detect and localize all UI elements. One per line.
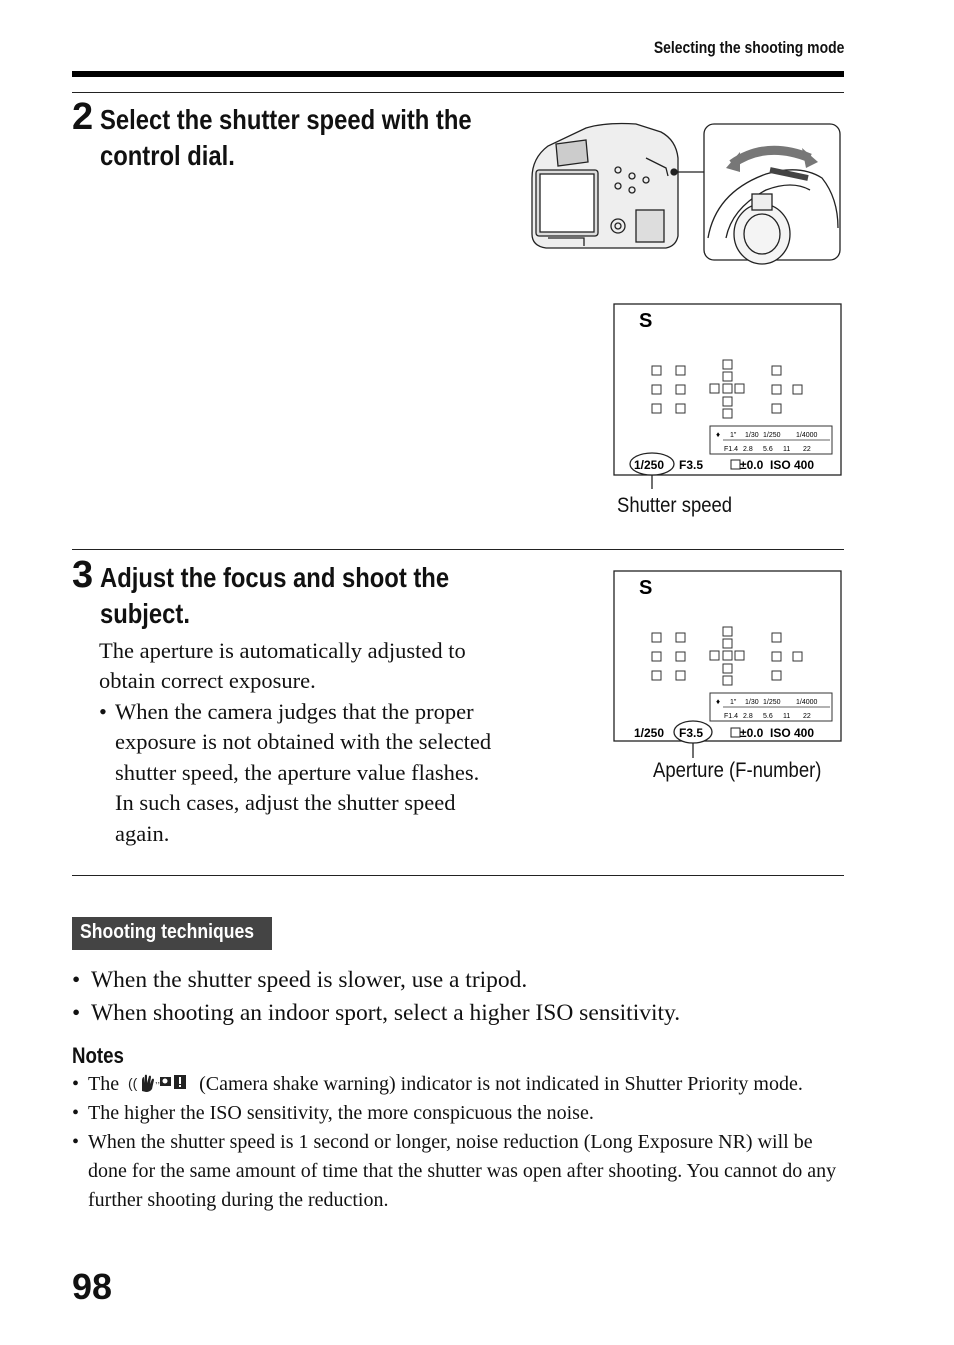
svg-text:11: 11 bbox=[783, 446, 791, 453]
page-number: 98 bbox=[72, 1266, 113, 1307]
list-item: • When the shutter speed is slower, use a tripod. bbox=[72, 967, 528, 993]
divider bbox=[72, 549, 844, 550]
step-3-number: 3 bbox=[72, 554, 94, 596]
shutter-value: 1/250 bbox=[634, 458, 665, 472]
svg-text:1/30: 1/30 bbox=[745, 432, 759, 439]
camera-shake-warning-icon bbox=[128, 1073, 190, 1093]
svg-text:22: 22 bbox=[803, 713, 811, 720]
aperture-caption: Aperture (F-number) bbox=[653, 759, 822, 782]
svg-text:♦: ♦ bbox=[716, 430, 721, 439]
svg-text:11: 11 bbox=[783, 713, 791, 720]
svg-text:2.8: 2.8 bbox=[743, 713, 753, 720]
mode-indicator: S bbox=[639, 310, 653, 332]
step-3-bullet: • When the camera judges that the proper exposure is not obtained with the selected shutter speed, the aperture value flashes. In such cases, adjust the shutter speed again. bbox=[99, 699, 492, 846]
svg-text:22: 22 bbox=[803, 446, 811, 453]
exposure-value: ±0.0 bbox=[740, 458, 764, 472]
svg-text:F1.4: F1.4 bbox=[724, 713, 739, 720]
exposure-value: ±0.0 bbox=[740, 726, 764, 740]
step-3-title: Adjust the focus and shoot the subject. bbox=[100, 562, 450, 629]
svg-text:1/30: 1/30 bbox=[745, 699, 759, 706]
svg-text:5.6: 5.6 bbox=[763, 446, 773, 453]
notes-list bbox=[72, 1070, 852, 1215]
iso-value: ISO 400 bbox=[770, 726, 815, 740]
viewfinder-display-1 bbox=[613, 303, 843, 489]
divider bbox=[72, 875, 844, 876]
viewfinder-display-2 bbox=[613, 570, 843, 760]
header-rule bbox=[72, 71, 844, 77]
step-3-text: The aperture is automatically adjusted to obtain correct exposure. bbox=[99, 638, 466, 694]
list-item: • The higher the ISO sensitivity, the more conspicuous the noise. bbox=[72, 1102, 594, 1124]
svg-text:2.8: 2.8 bbox=[743, 446, 753, 453]
camera-control-dial-illustration bbox=[526, 118, 844, 268]
svg-text:F1.4: F1.4 bbox=[724, 446, 739, 453]
step-2-title: Select the shutter speed with the control dial. bbox=[100, 104, 472, 171]
list-item: • The (( ,, (Camera shake warning) indicator is not indicated in Shutter Priority mode. bbox=[72, 1073, 803, 1095]
svg-text:1/4000: 1/4000 bbox=[796, 432, 818, 439]
step-2-number: 2 bbox=[72, 96, 94, 138]
divider bbox=[72, 92, 844, 93]
svg-text:1/250: 1/250 bbox=[763, 432, 781, 439]
svg-text:1": 1" bbox=[730, 432, 737, 439]
notes-heading: Notes bbox=[72, 1043, 124, 1068]
aperture-value: F3.5 bbox=[679, 458, 704, 472]
svg-text:1/250: 1/250 bbox=[763, 699, 781, 706]
svg-text:5.6: 5.6 bbox=[763, 713, 773, 720]
svg-text:1": 1" bbox=[730, 699, 737, 706]
svg-text:,,: ,, bbox=[155, 1075, 161, 1085]
running-header: Selecting the shooting mode bbox=[653, 38, 844, 57]
list-item: • When the shutter speed is 1 second or longer, noise reduction (Long Exposure NR) will be done for the same amount of time that the shutter was open after shooting. You cannot do any further shooting during the reduction. bbox=[72, 1131, 837, 1211]
techniques-list bbox=[72, 964, 680, 1029]
iso-value: ISO 400 bbox=[770, 458, 815, 472]
shooting-techniques-badge: Shooting techniques bbox=[72, 917, 272, 950]
aperture-value: F3.5 bbox=[679, 726, 704, 740]
svg-text:♦: ♦ bbox=[716, 697, 721, 706]
shutter-speed-caption: Shutter speed bbox=[617, 494, 733, 517]
shutter-value: 1/250 bbox=[634, 726, 665, 740]
list-item: • When shooting an indoor sport, select a higher ISO sensitivity. bbox=[72, 999, 681, 1026]
mode-indicator: S bbox=[639, 577, 653, 599]
svg-text:1/4000: 1/4000 bbox=[796, 699, 818, 706]
svg-text:((: (( bbox=[128, 1075, 138, 1091]
